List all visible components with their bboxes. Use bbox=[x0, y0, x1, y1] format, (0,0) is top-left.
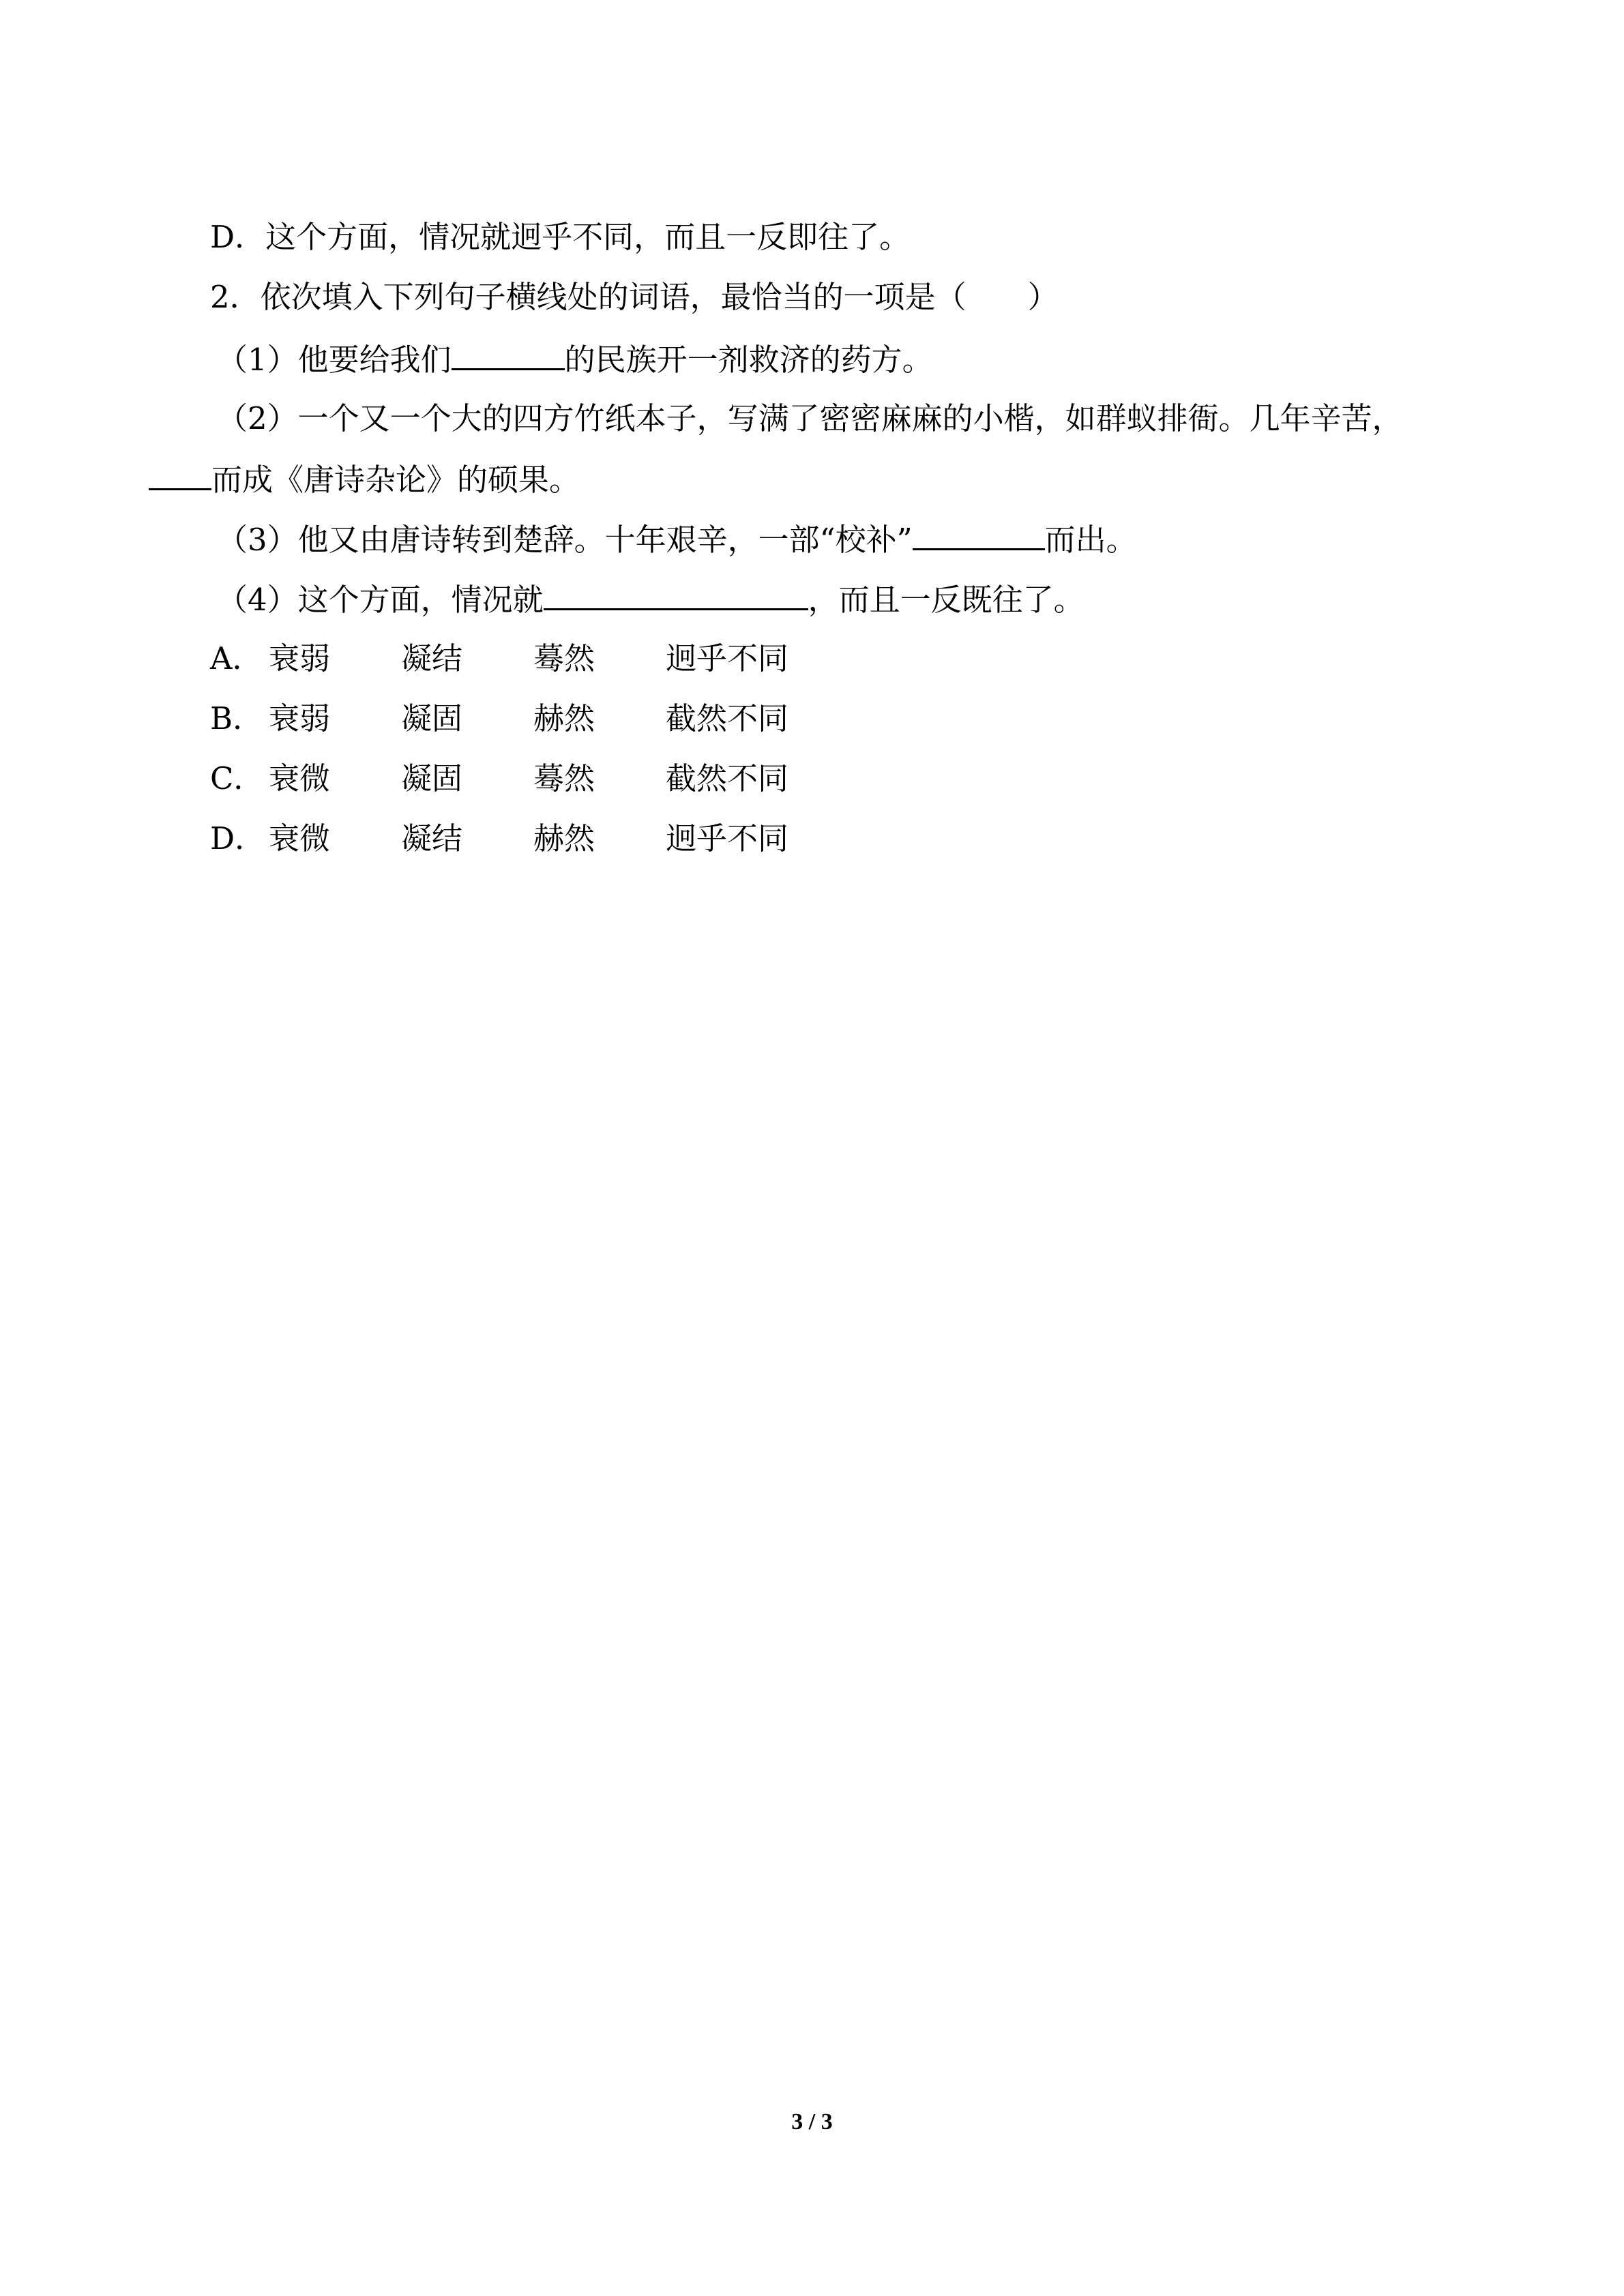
sentence-4-before: （4）这个方面，情况就 bbox=[217, 582, 544, 618]
page-number: 3 / 3 bbox=[791, 2109, 833, 2134]
option-d-word-3: 赫然 bbox=[533, 820, 595, 856]
sentence-1-before: （1）他要给我们 bbox=[217, 342, 452, 378]
sentence-4 bbox=[217, 578, 1084, 621]
option-c-word-3: 蓦然 bbox=[533, 760, 595, 796]
blank-3 bbox=[913, 518, 1045, 550]
sentence-2-line-1 bbox=[217, 398, 1403, 439]
sentence-4-after: ，而且一反既往了。 bbox=[808, 582, 1084, 618]
sentence-2-line-1-text: （2）一个又一个大的四方竹纸本子，写满了密密麻麻的小楷，如群蚁排衙。几年辛苦， bbox=[217, 400, 1403, 436]
option-a bbox=[210, 638, 824, 679]
option-b bbox=[210, 698, 824, 739]
option-c bbox=[210, 758, 824, 799]
question-2-stem bbox=[210, 277, 1059, 318]
option-a-word-4: 迥乎不同 bbox=[666, 640, 789, 676]
option-c-label: C． bbox=[210, 760, 265, 796]
sentence-1 bbox=[217, 338, 933, 381]
option-d-word-2: 凝结 bbox=[401, 820, 463, 856]
option-d-word-4: 迥乎不同 bbox=[666, 820, 789, 856]
option-c-word-2: 凝固 bbox=[401, 760, 463, 796]
option-b-word-1: 衰弱 bbox=[269, 700, 331, 736]
previous-option-d bbox=[210, 217, 910, 258]
option-b-word-2: 凝固 bbox=[401, 700, 463, 736]
option-c-word-1: 衰微 bbox=[269, 760, 331, 796]
option-d bbox=[210, 818, 824, 859]
blank-1 bbox=[452, 338, 565, 370]
option-b-label: B． bbox=[210, 700, 264, 736]
sentence-2-line-2 bbox=[149, 458, 580, 501]
sentence-3 bbox=[217, 518, 1137, 561]
sentence-2-line-2-after: 而成《唐诗杂论》的硕果。 bbox=[211, 462, 580, 498]
blank-4 bbox=[544, 578, 808, 610]
sentence-3-after: 而出。 bbox=[1044, 522, 1137, 558]
previous-option-d-text: D．这个方面，情况就迥乎不同，而且一反即往了。 bbox=[210, 219, 911, 255]
option-a-word-2: 凝结 bbox=[401, 640, 463, 676]
option-d-label: D． bbox=[210, 820, 266, 856]
option-d-word-1: 衰微 bbox=[269, 820, 331, 856]
option-c-word-4: 截然不同 bbox=[666, 760, 789, 796]
blank-2 bbox=[149, 458, 211, 490]
sentence-3-before: （3）他又由唐诗转到楚辞。十年艰辛，一部“校补” bbox=[217, 522, 913, 558]
sentence-1-after: 的民族开一剂救济的药方。 bbox=[564, 342, 933, 378]
option-a-word-3: 蓦然 bbox=[533, 640, 595, 676]
option-a-label: A． bbox=[210, 640, 263, 676]
option-b-word-4: 截然不同 bbox=[666, 700, 789, 736]
question-2-stem-text: 2．依次填入下列句子横线处的词语，最恰当的一项是（ ） bbox=[210, 279, 1059, 315]
option-b-word-3: 赫然 bbox=[533, 700, 595, 736]
option-a-word-1: 衰弱 bbox=[269, 640, 331, 676]
